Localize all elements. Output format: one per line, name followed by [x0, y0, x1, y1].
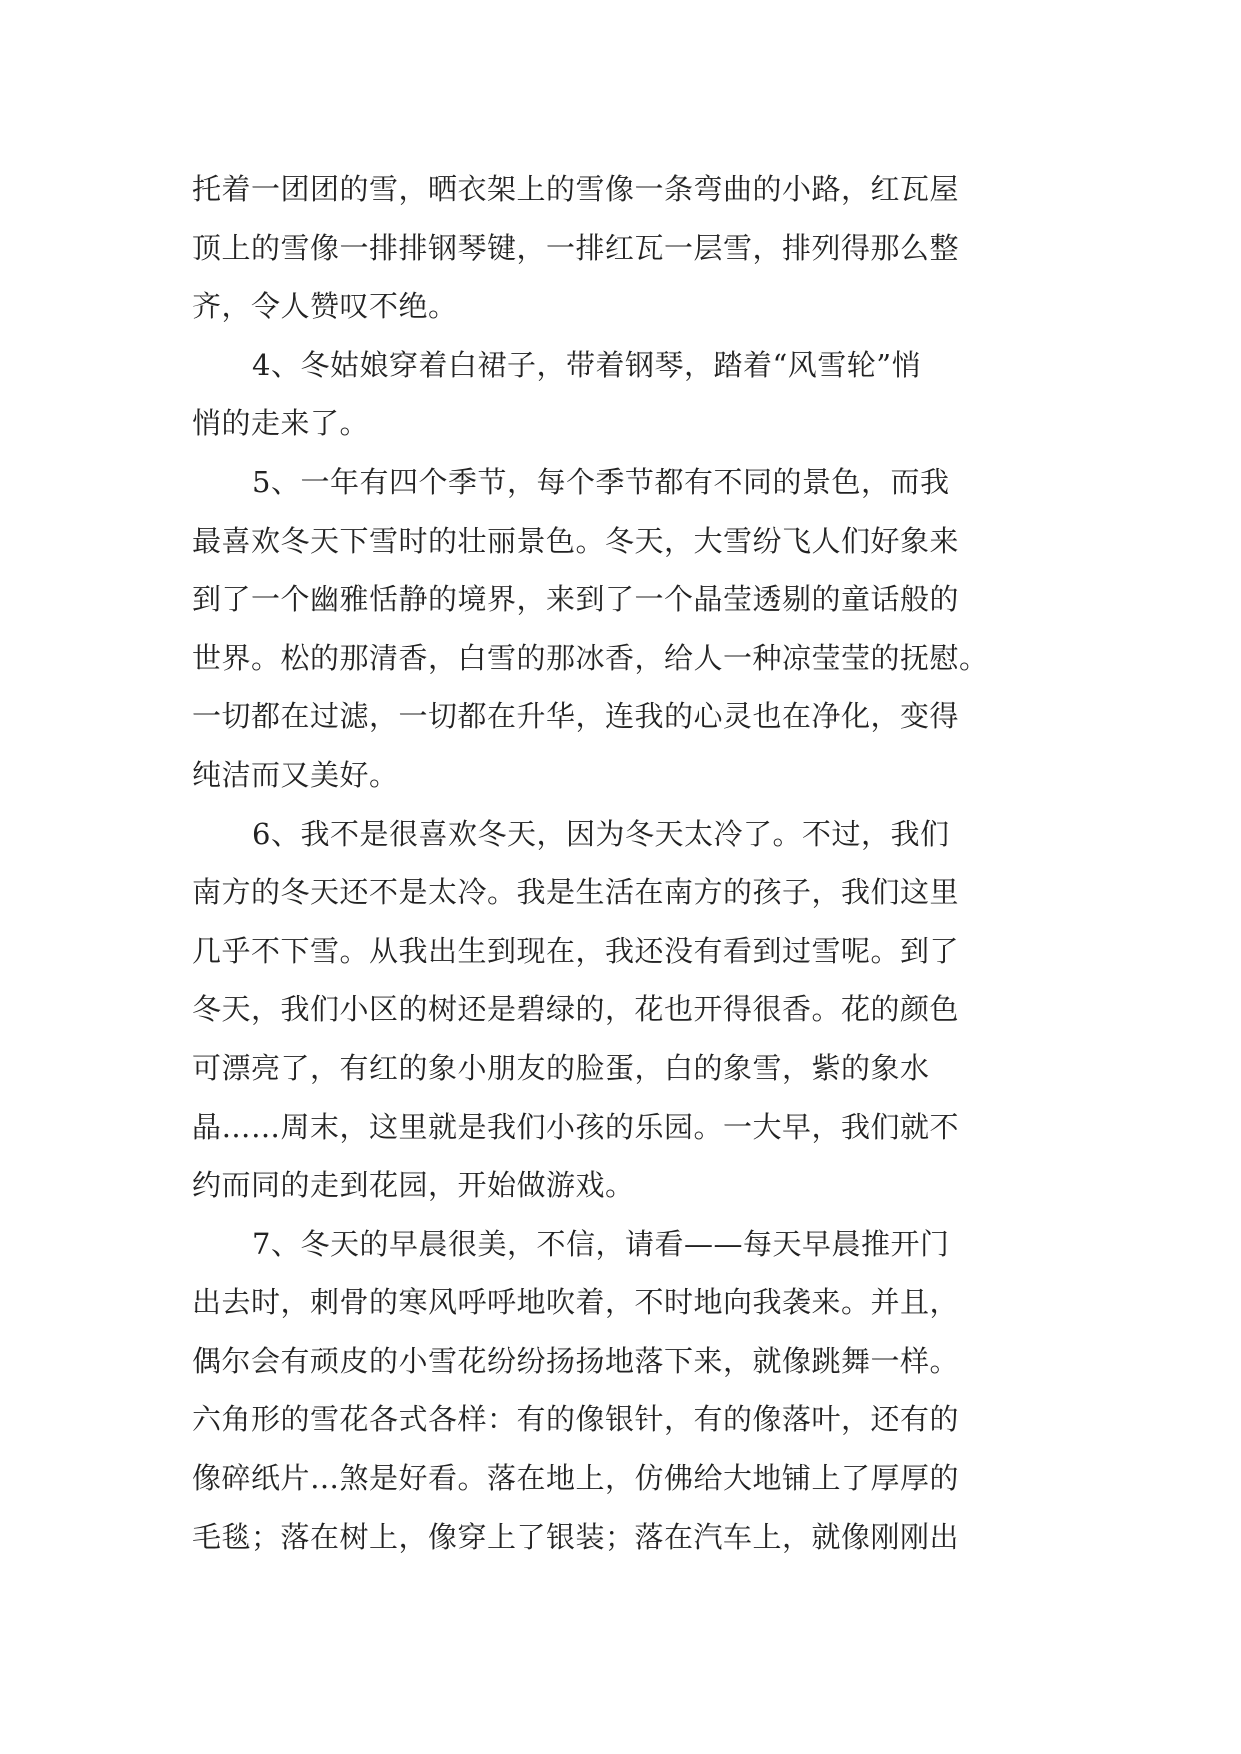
text-line: 最喜欢冬天下雪时的壮丽景色。冬天，大雪纷飞人们好象来 [192, 523, 960, 558]
text-line: 像碎纸片…煞是好看。落在地上，仿佛给大地铺上了厚厚的 [192, 1461, 960, 1496]
text-line: 齐，令人赞叹不绝。 [192, 289, 458, 324]
text-line: 出去时，刺骨的寒风呼呼地吹着，不时地向我袭来。并且， [192, 1285, 960, 1320]
text-line: 几乎不下雪。从我出生到现在，我还没有看到过雪呢。到了 [192, 933, 960, 968]
paragraph-start-line: 5、一年有四个季节，每个季节都有不同的景色，而我 [252, 464, 950, 499]
text-line: 世界。松的那清香，白雪的那冰香，给人一种凉莹莹的抚慰。 [192, 640, 989, 675]
text-line: 顶上的雪像一排排钢琴键，一排红瓦一层雪，排列得那么整 [192, 230, 960, 265]
text-line: 偶尔会有顽皮的小雪花纷纷扬扬地落下来，就像跳舞一样。 [192, 1343, 960, 1378]
text-line: 托着一团团的雪，晒衣架上的雪像一条弯曲的小路，红瓦屋 [192, 172, 960, 206]
text-line: 南方的冬天还不是太冷。我是生活在南方的孩子，我们这里 [192, 875, 960, 910]
text-line: 约而同的走到花园，开始做游戏。 [192, 1168, 635, 1203]
document-body [192, 160, 1072, 1566]
text-line: 悄的走来了。 [192, 406, 370, 441]
text-line: 毛毯；落在树上，像穿上了银装；落在汽车上，就像刚刚出 [192, 1519, 960, 1554]
paragraph-start-line: 6、我不是很喜欢冬天，因为冬天太冷了。不过，我们 [252, 816, 950, 851]
text-line: 可漂亮了，有红的象小朋友的脸蛋，白的象雪，紫的象水 [192, 1050, 930, 1085]
text-line: 晶……周末，这里就是我们小孩的乐园。一大早，我们就不 [192, 1109, 960, 1144]
paragraph-start-line: 7、冬天的早晨很美，不信，请看——每天早晨推开门 [252, 1226, 950, 1261]
text-line: 冬天，我们小区的树还是碧绿的，花也开得很香。花的颜色 [192, 992, 960, 1027]
text-line: 纯洁而又美好。 [192, 757, 399, 792]
text-line: 一切都在过滤，一切都在升华，连我的心灵也在净化，变得 [192, 699, 960, 734]
text-line: 到了一个幽雅恬静的境界，来到了一个晶莹透剔的童话般的 [192, 582, 960, 617]
paragraph-start-line: 4、冬姑娘穿着白裙子，带着钢琴，踏着“风雪轮”悄 [252, 347, 922, 382]
text-line: 六角形的雪花各式各样：有的像银针，有的像落叶，还有的 [192, 1402, 960, 1437]
